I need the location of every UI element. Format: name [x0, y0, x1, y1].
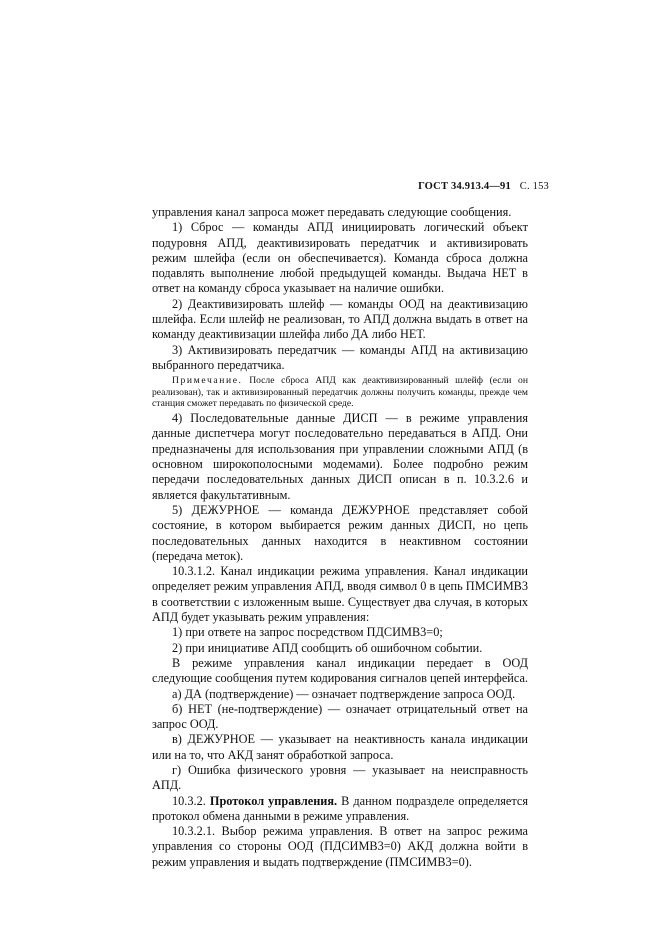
note-paragraph — [152, 375, 528, 409]
section-text: В данном подразделе определяется протокол обмена данными в режиме управления. — [152, 793, 528, 823]
page-header — [418, 181, 549, 192]
page-number: С. 153 — [519, 181, 549, 192]
paragraph: 10.3.2.1. Выбор режима управления. В ответ на запрос режима управления со стороны ООД (ПДСИМВ3=0) АКД должна войти в режим управления и выдать подтверждение (ПМСИМВ3=0). — [152, 824, 528, 869]
standard-number: ГОСТ 34.913.4—91 — [418, 181, 511, 192]
paragraph: 5) ДЕЖУРНОЕ — команда ДЕЖУРНОЕ представляет собой состояние, в котором выбирается режим данных ДИСП, но цепь последовательных данных находится в неактивном состоянии (передача меток). — [152, 502, 528, 563]
paragraph: в) ДЕЖУРНОЕ — указывает на неактивность канала индикации или на то, что АКД занят обработкой запроса. — [152, 732, 528, 762]
paragraph: 10.3.1.2. Канал индикации режима управления. Канал индикации определяет режим управления АПД, вводя символ 0 в цепь ПМСИМВ3 в соответствии с изложенным выше. Существует два случая, в которых АПД будет указывать режим управления: — [152, 564, 528, 625]
section-title: Протокол управления. — [209, 793, 338, 808]
section-number: 10.3.2. — [172, 793, 206, 808]
paragraph: 2) при инициативе АПД сообщить об ошибочном событии. — [172, 640, 483, 655]
paragraph: 1) Сброс — команды АПД инициировать логический объект подуровня АПД, деактивизировать передатчик и активизировать режим шлейфа (если он обеспечивается). Команда сброса должна подавлять выполнение любой предыдущей команды. Выдача НЕТ в ответ на команду сброса указывает на наличие ошибки. — [152, 220, 528, 296]
note-text: После сброса АПД как деактивизированный шлейф (если он реализован), так и активизированный передатчик должны получить команды, прежде чем станция сможет передавать по физической среде. — [152, 375, 528, 409]
paragraph: 1) при ответе на запрос посредством ПДСИМВ3=0; — [172, 625, 443, 640]
body-text — [152, 205, 528, 870]
paragraph: г) Ошибка физического уровня — указывает на неисправность АПД. — [152, 762, 528, 793]
note-label: Примечание. — [172, 375, 243, 387]
section-paragraph — [152, 794, 528, 825]
paragraph: 3) Активизировать передатчик — команды АПД на активизацию выбранного передатчика. — [152, 342, 528, 372]
paragraph: В режиме управления канал индикации передает в ООД следующие сообщения путем кодирования сигналов цепей интерфейса. — [152, 655, 528, 686]
paragraph: б) НЕТ (не-подтверждение) — означает отрицательный ответ на запрос ООД. — [152, 701, 528, 732]
paragraph: 2) Деактивизировать шлейф — команды ООД на деактивизацию шлейфа. Если шлейф не реализован, то АПД должна выдать в ответ на команду деактивизации шлейфа либо ДА либо НЕТ. — [152, 296, 528, 342]
paragraph: а) ДА (подтверждение) — означает подтверждение запроса ООД. — [172, 686, 516, 701]
paragraph: 4) Последовательные данные ДИСП — в режиме управления данные диспетчера могут последовательно передаваться в АПД. Они предназначены для использования при управлении сложными АПД (в основном широкополосными модемами). Более подробно режим передачи последовательных данных ДИСП описан в п. 10.3.2.6 и является факультативным. — [152, 411, 528, 502]
paragraph: управления канал запроса может передавать следующие сообщения. — [152, 205, 512, 219]
